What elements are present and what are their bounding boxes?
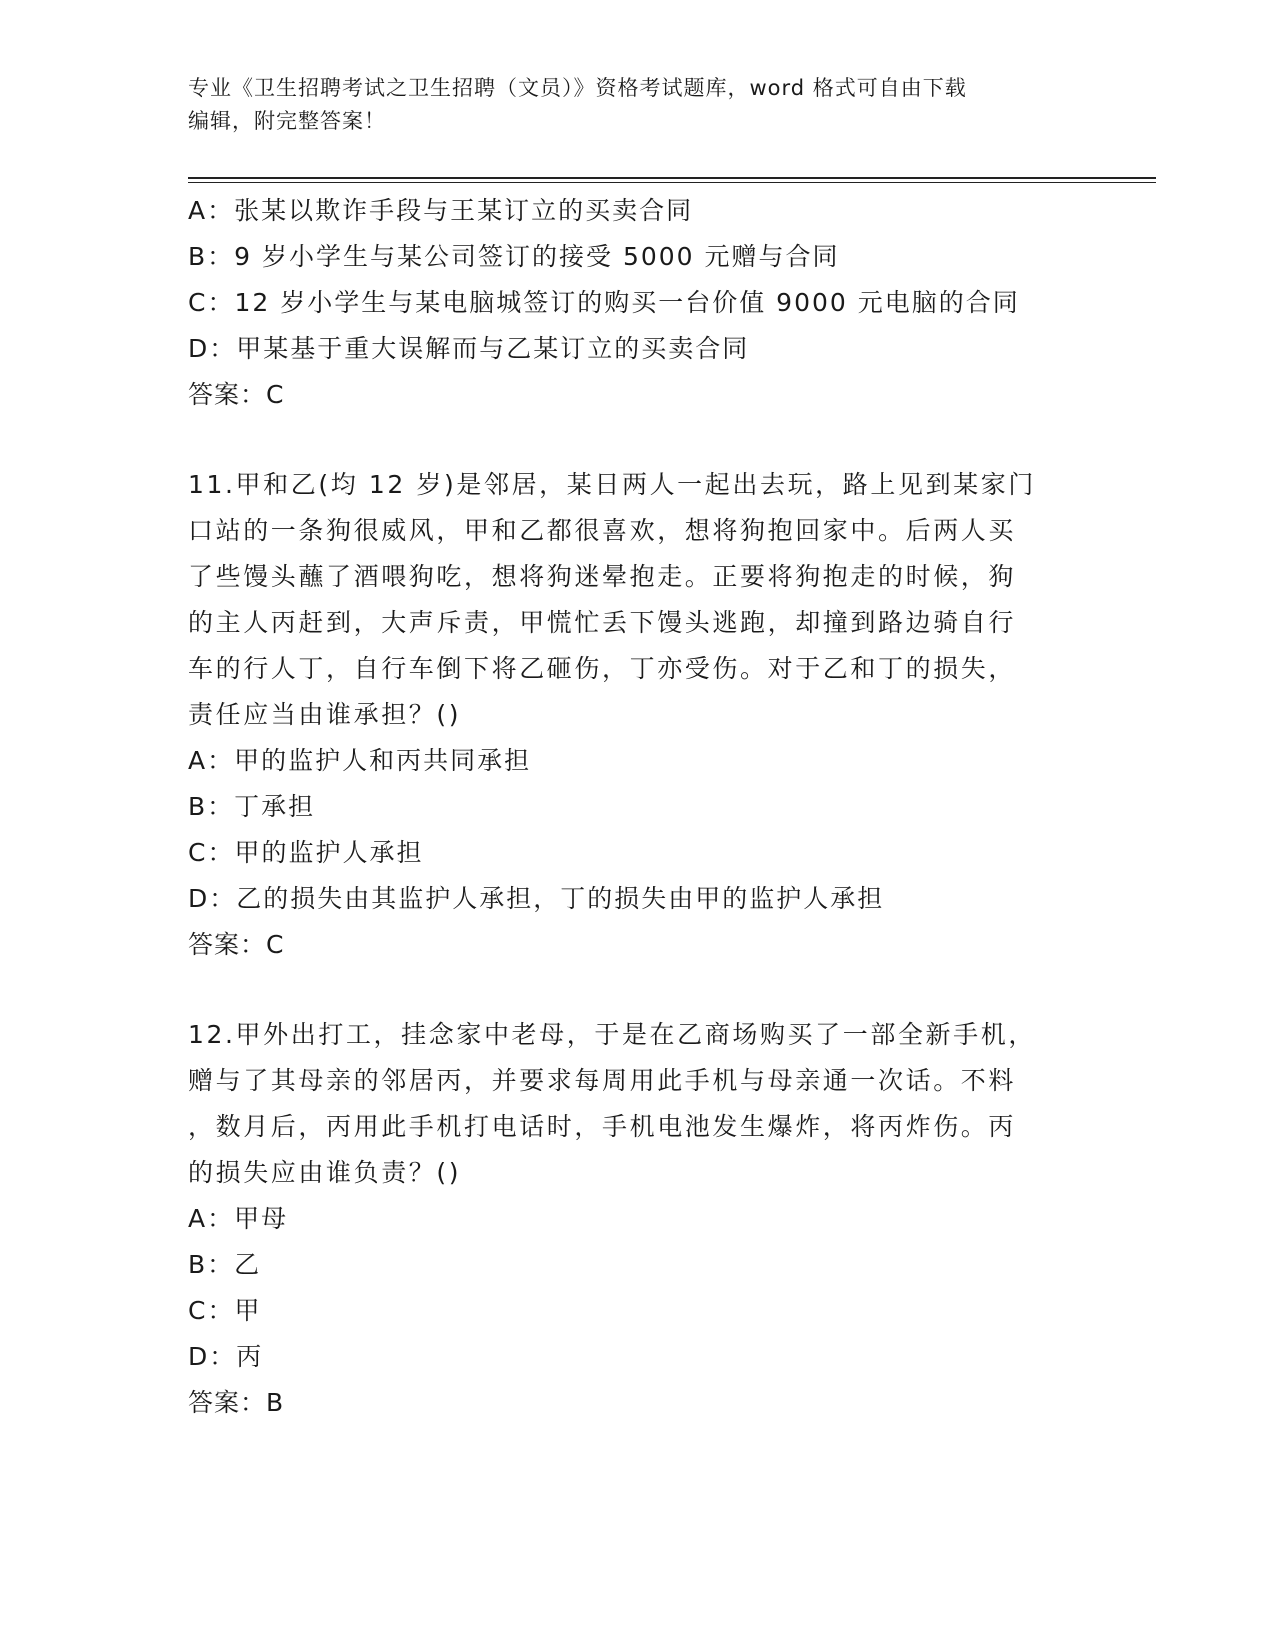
document-header: [188, 72, 1088, 138]
option-b: B：9 岁小学生与某公司签订的接受 5000 元赠与合同: [188, 242, 840, 271]
option-a: A：甲的监护人和丙共同承担: [188, 746, 532, 775]
option-c: C：甲: [188, 1296, 262, 1325]
header-divider-thin: [188, 182, 1156, 183]
answer-line: 答案：C: [188, 930, 285, 959]
spacer: [188, 968, 1088, 1012]
option-b: B：乙: [188, 1250, 262, 1279]
answer-line: 答案：B: [188, 1388, 285, 1417]
question-11: [188, 462, 1088, 968]
header-line-1: 专业《卫生招聘考试之卫生招聘（文员）》资格考试题库，word 格式可自由下载: [188, 76, 967, 100]
question-10: [188, 188, 1088, 418]
question-12: [188, 1012, 1088, 1426]
question-stem: 12.甲外出打工，挂念家中老母，于是在乙商场购买了一部全新手机， 赠与了其母亲的邻居丙，并要求每周用此手机与母亲通一次话。不料 ，数月后，丙用此手机打电话时，手机电池发生爆炸，将丙炸伤。丙 的损失应由谁负责？(): [188, 1020, 1036, 1187]
spacer: [188, 418, 1088, 462]
header-line-2: 编辑，附完整答案！: [188, 109, 386, 133]
header-divider-thick: [188, 177, 1156, 179]
option-c: C：甲的监护人承担: [188, 838, 424, 867]
option-d: D：甲某基于重大误解而与乙某订立的买卖合同: [188, 334, 750, 363]
answer-line: 答案：C: [188, 380, 285, 409]
option-d: D：丙: [188, 1342, 264, 1371]
document-body: [188, 188, 1088, 1426]
option-c: C：12 岁小学生与某电脑城签订的购买一台价值 9000 元电脑的合同: [188, 288, 1020, 317]
question-stem: 11.甲和乙(均 12 岁)是邻居，某日两人一起出去玩，路上见到某家门 口站的一条狗很威风，甲和乙都很喜欢，想将狗抱回家中。后两人买 了些馒头蘸了酒喂狗吃，想将狗迷晕抱走。正要将狗抱走的时候，狗 的主人丙赶到，大声斥责，甲慌忙丢下馒头逃跑，却撞到路边骑自行 车的行人丁，自行车倒下将乙砸伤，丁亦受伤。对于乙和丁的损失， 责任应当由谁承担？(): [188, 470, 1036, 729]
option-a: A：张某以欺诈手段与王某订立的买卖合同: [188, 196, 694, 225]
option-b: B：丁承担: [188, 792, 316, 821]
option-a: A：甲母: [188, 1204, 289, 1233]
option-d: D：乙的损失由其监护人承担，丁的损失由甲的监护人承担: [188, 884, 885, 913]
